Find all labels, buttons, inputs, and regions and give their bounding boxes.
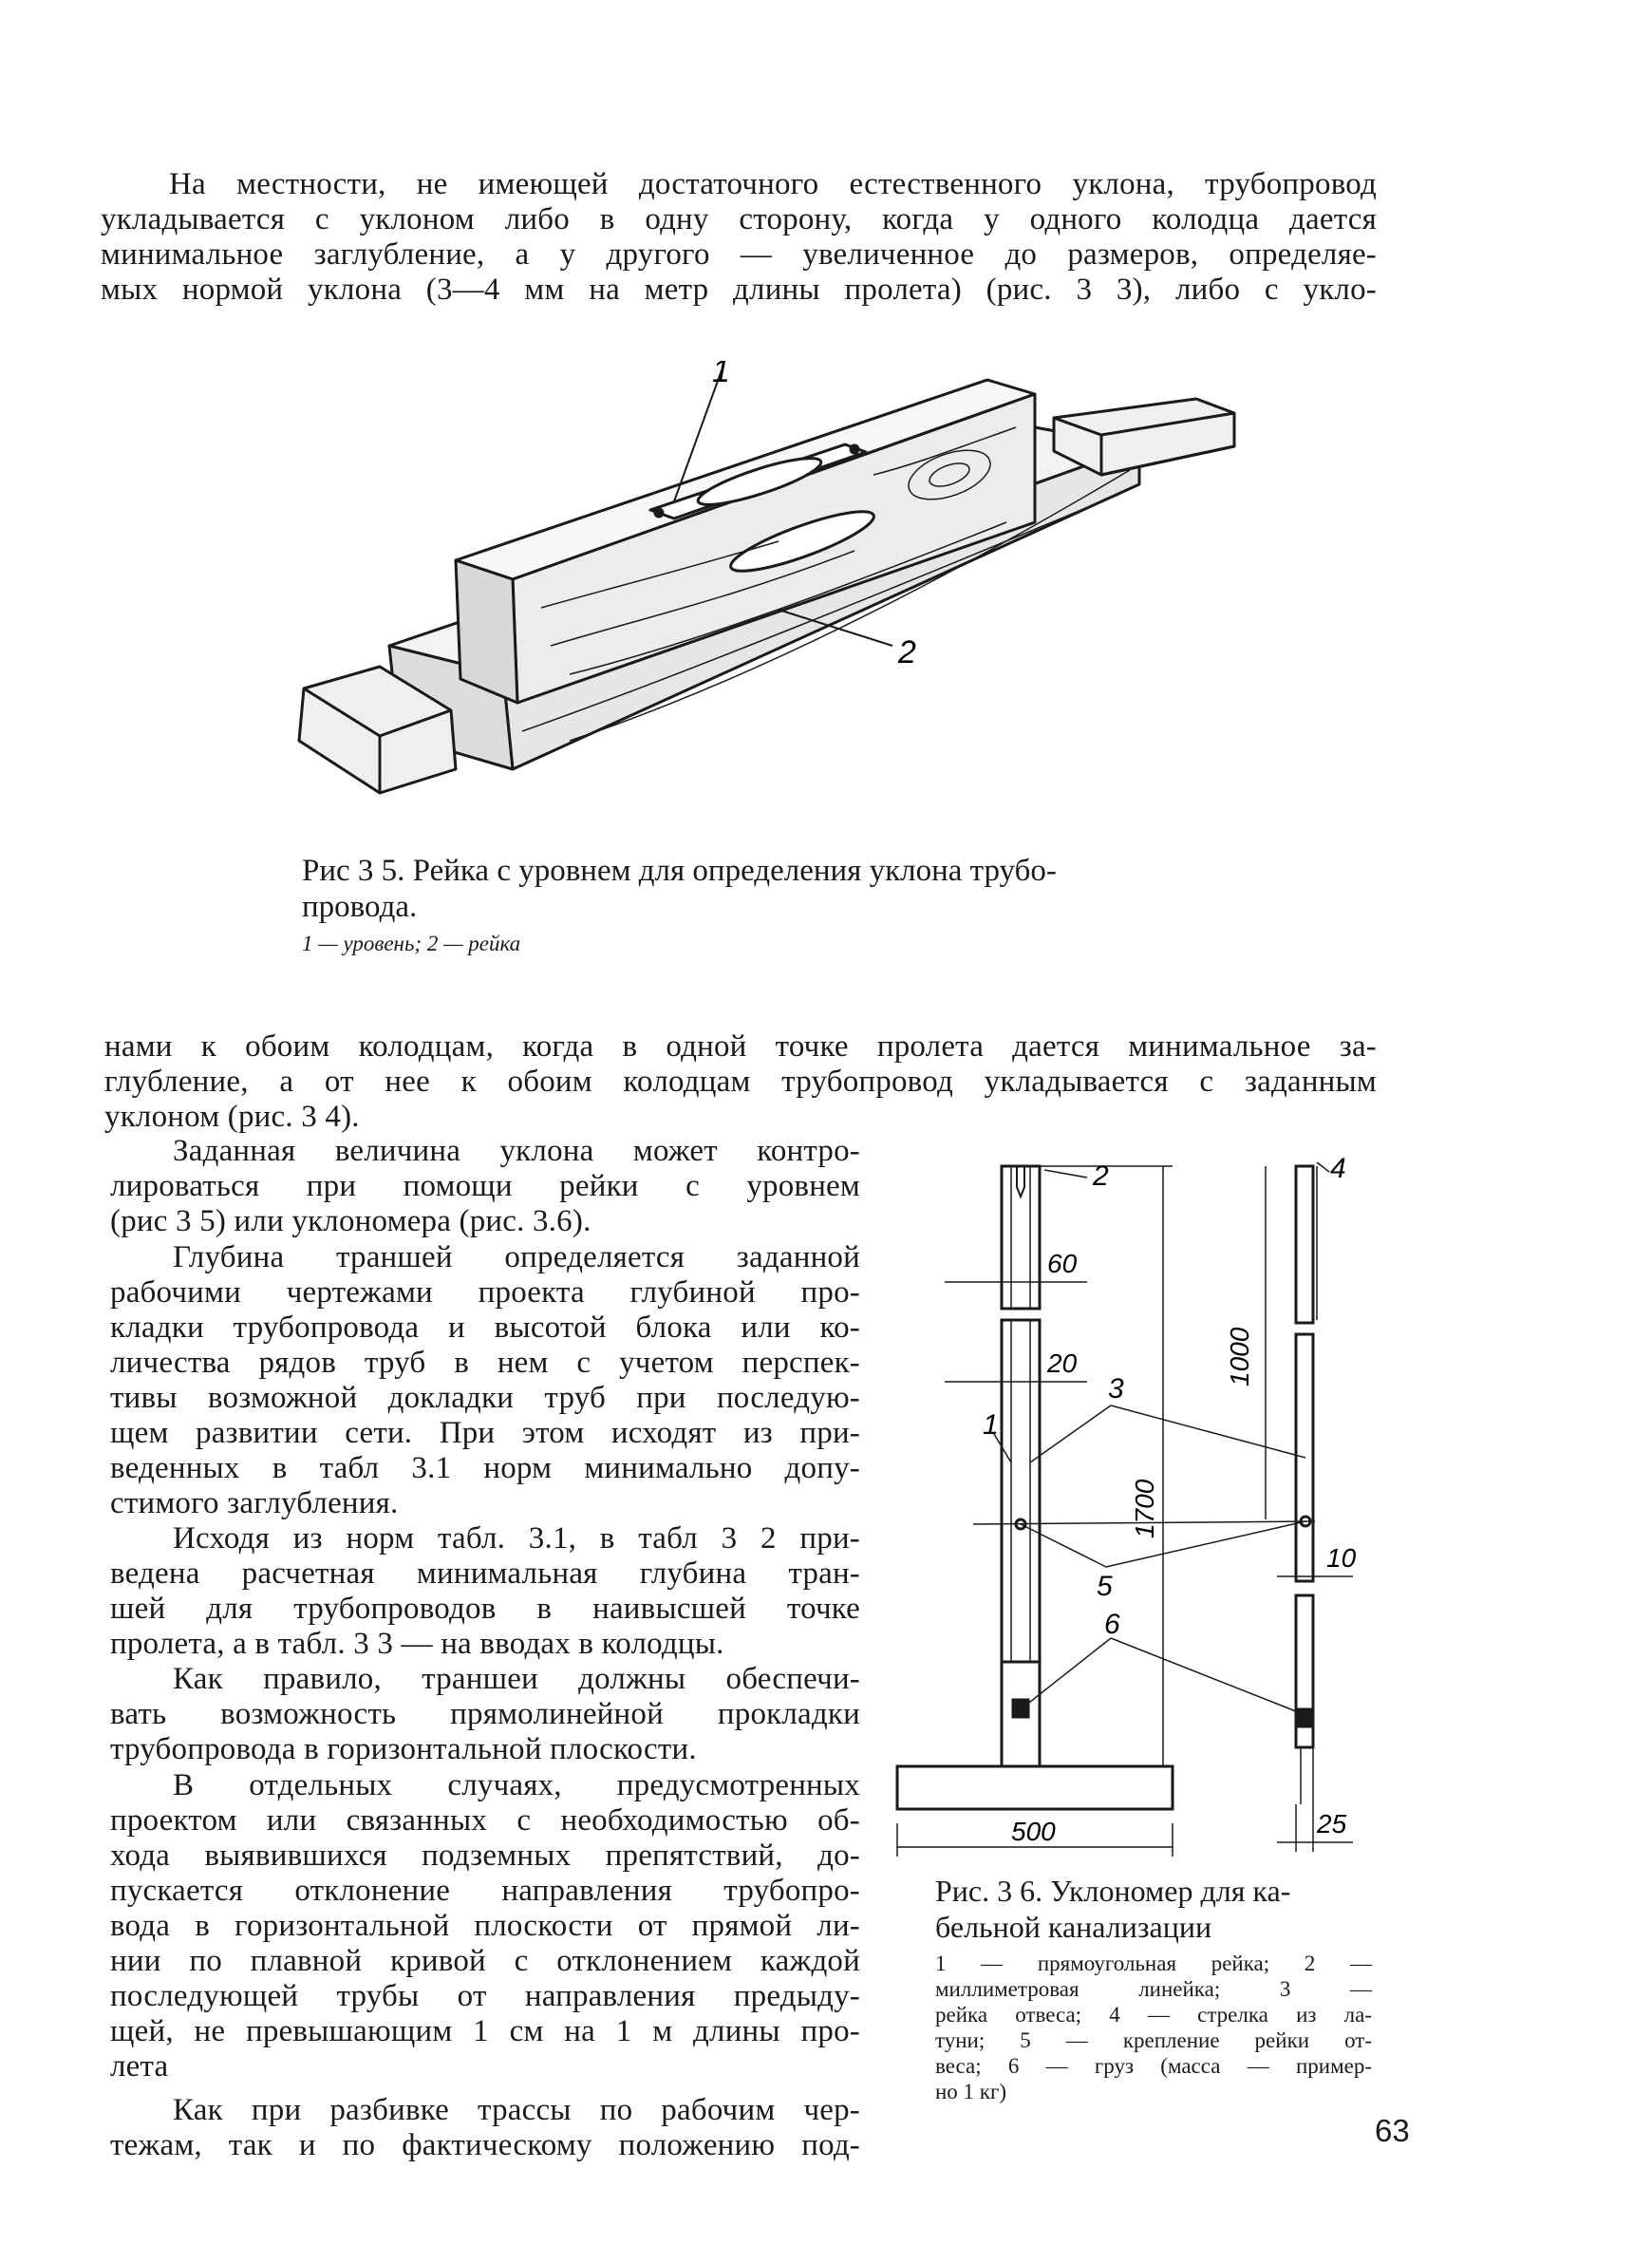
text-line: лета — [110, 2049, 169, 2084]
figure-36-legend — [935, 1951, 1372, 2104]
caption-line: провода. — [302, 890, 418, 924]
text-line: вода в горизонтальной плоскости от прямой ли- — [110, 1909, 860, 1943]
figure-36-dim-20: 20 — [1047, 1348, 1078, 1378]
figure-35-caption — [302, 853, 1057, 925]
text-line: последующей трубы от направления предыду- — [110, 1979, 860, 2013]
column-paragraph-4 — [110, 1662, 860, 1767]
text-line: В отдельных случаях, предусмотренных — [173, 1768, 860, 1802]
page-number: 63 — [1375, 2113, 1410, 2148]
legend-line: 1 — прямоугольная рейка; 2 — — [935, 1952, 1372, 1975]
legend-line: 1 — уровень; 2 — рейка — [302, 932, 521, 955]
paragraph-continued — [104, 1029, 1377, 1135]
text-line: глубление, а от нее к обоим колодцам трубопровод укладывается с заданным — [104, 1065, 1377, 1099]
text-line: хода выявившихся подземных препятствий, до- — [110, 1839, 860, 1873]
text-line: Как правило, траншеи должны обеспечи- — [173, 1662, 860, 1696]
text-line: Исходя из норм табл. 3.1, в табл 3 2 при- — [173, 1521, 860, 1556]
legend-line: но 1 кг) — [935, 2080, 1007, 2103]
text-line: проектом или связанных с необходимостью об- — [110, 1803, 860, 1838]
text-line: Глубина траншей определяется заданной — [173, 1240, 860, 1274]
figure-36-dim-1700: 1700 — [1130, 1479, 1159, 1538]
text-line: шей для трубопроводов в наивысшей точке — [110, 1592, 860, 1626]
figure-35-drawing — [285, 361, 1263, 817]
figure-35-label-2: 2 — [898, 634, 916, 670]
text-line: минимальное заглубление, а у другого — увеличенное до размеров, определяе- — [101, 237, 1377, 272]
column-paragraph-6 — [110, 2093, 860, 2163]
figure-36-label-4: 4 — [1330, 1153, 1346, 1184]
figure-35-label-1: 1 — [712, 361, 730, 389]
text-line: уклоном (рис. 3 4). — [104, 1100, 360, 1134]
figure-35-legend — [302, 931, 520, 956]
text-line: рабочими чертежами проекта глубиной про- — [110, 1275, 860, 1310]
column-paragraph-5 — [110, 1768, 860, 2084]
figure-36-label-1: 1 — [983, 1409, 999, 1441]
text-line: щей, не превышающим 1 см на 1 м длины про- — [110, 2014, 860, 2048]
text-line: щем развитии сети. При этом исходят из при- — [110, 1416, 860, 1450]
figure-36-dim-60: 60 — [1047, 1249, 1078, 1278]
text-line: нии по плавной кривой с отклонением каждой — [110, 1944, 860, 1978]
figure-36-label-3: 3 — [1108, 1373, 1124, 1405]
text-line: пускается отклонение направления трубопро- — [110, 1874, 860, 1908]
caption-line: Рис 3 5. Рейка с уровнем для определения уклона трубо- — [302, 854, 1057, 888]
text-line: Заданная величина уклона может контро- — [173, 1134, 860, 1168]
paragraph-top — [101, 167, 1377, 308]
text-line: укладывается с уклоном либо в одну сторону, когда у одного колодца дается — [101, 202, 1377, 236]
caption-line: Рис. 3 6. Уклономер для ка- — [935, 1874, 1291, 1908]
text-line: (рис 3 5) или уклономера (рис. 3.6). — [110, 1204, 591, 1238]
text-line: веденных в табл 3.1 норм минимально допу- — [110, 1451, 860, 1485]
figure-36-dim-10: 10 — [1326, 1543, 1357, 1573]
text-line: На местности, не имеющей достаточного естественного уклона, трубопровод — [169, 167, 1377, 201]
column-paragraph-2 — [110, 1240, 860, 1521]
figure-36-label-2: 2 — [1093, 1160, 1109, 1192]
figure-36-label-6: 6 — [1104, 1609, 1120, 1640]
legend-line: туни; 5 — крепление рейки от- — [935, 2028, 1372, 2052]
legend-line: миллиметровая линейка; 3 — — [935, 1977, 1372, 2001]
text-line: лироваться при помощи рейки с уровнем — [110, 1169, 860, 1203]
text-line: тежам, так и по фактическому положению под- — [110, 2128, 860, 2162]
text-line: личества рядов труб в нем с учетом перспек- — [110, 1346, 860, 1380]
figure-36-label-5: 5 — [1097, 1571, 1113, 1602]
text-line: пролета, а в табл. 3 3 — на вводах в колодцы. — [110, 1627, 724, 1661]
figure-36-dim-1000: 1000 — [1225, 1327, 1254, 1386]
figure-36-caption — [935, 1873, 1290, 1945]
column-paragraph-1 — [110, 1134, 860, 1239]
legend-line: веса; 6 — груз (масса — пример- — [935, 2054, 1372, 2078]
text-line: тивы возможной докладки труб при последую- — [110, 1381, 860, 1415]
text-line: стимого заглубления. — [110, 1486, 399, 1520]
text-line: Как при разбивке трассы по рабочим чер- — [173, 2093, 860, 2127]
figure-36-drawing — [878, 1149, 1372, 1866]
legend-line: рейка отвеса; 4 — стрелка из ла- — [935, 2003, 1372, 2027]
figure-36-dim-500: 500 — [1011, 1817, 1056, 1846]
caption-line: бельной канализации — [935, 1910, 1212, 1944]
text-line: нами к обоим колодцам, когда в одной точке пролета дается минимальное за- — [104, 1029, 1377, 1064]
text-line: трубопровода в горизонтальной плоскости. — [110, 1732, 697, 1766]
text-line: ведена расчетная минимальная глубина тран- — [110, 1556, 860, 1591]
column-paragraph-3 — [110, 1521, 860, 1662]
text-line: кладки трубопровода и высотой блока или ко- — [110, 1311, 860, 1345]
figure-36-dim-25: 25 — [1317, 1809, 1347, 1839]
text-line: мых нормой уклона (3—4 мм на метр длины пролета) (рис. 3 3), либо с укло- — [101, 273, 1377, 307]
text-line: вать возможность прямолинейной прокладки — [110, 1697, 860, 1731]
